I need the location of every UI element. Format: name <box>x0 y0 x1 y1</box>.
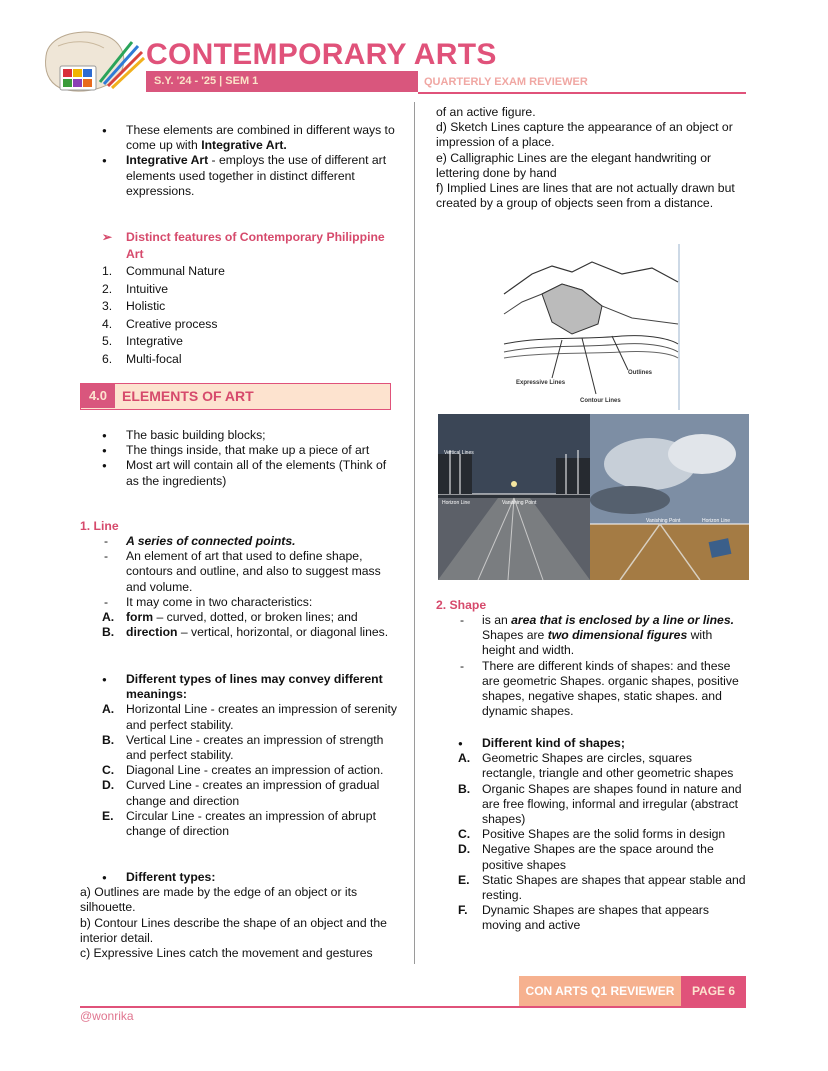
section-header <box>80 383 391 410</box>
list-item: 4. Creative process <box>102 316 218 331</box>
shape-definitions <box>436 613 748 719</box>
column-divider <box>414 102 415 964</box>
paragraph: d) Sketch Lines capture the appearance of an object or impression of a place. <box>436 120 733 150</box>
list-item: B. Vertical Line - creates an impression of strength and perfect stability. <box>102 732 384 763</box>
list-item: ● Different types: <box>80 870 398 885</box>
art-supplies-logo <box>38 26 146 100</box>
elements-bullets <box>80 428 398 489</box>
page-number: PAGE 6 <box>681 976 746 1006</box>
header-subtitle: QUARTERLY EXAM REVIEWER <box>424 76 588 88</box>
list-item: C. Diagonal Line - creates an impression of action. <box>102 763 384 778</box>
header-rule <box>418 92 746 94</box>
line-meanings <box>80 672 398 839</box>
list-item: 6. Multi-focal <box>102 351 182 366</box>
list-item: D. Curved Line - creates an impression of gradual change and direction <box>102 778 380 808</box>
line-types-continued <box>436 105 748 211</box>
list-item: A. Geometric Shapes are circles, squares rectangle, triangle and other geometric shapes <box>458 751 734 781</box>
photo-label: Vertical Lines <box>444 450 474 456</box>
footer-badge <box>519 976 746 1006</box>
sketch-label: Expressive Lines <box>516 380 566 386</box>
list-item: E. Static Shapes are shapes that appear stable and resting. <box>458 872 746 903</box>
page-title: CONTEMPORARY ARTS <box>146 38 497 71</box>
paragraph: a) Outlines are made by the edge of an object or its silhouette. <box>80 885 358 915</box>
list-item: 5. Integrative <box>102 334 183 348</box>
railroad-photo <box>590 414 749 580</box>
list-item: - An element of art that used to define shape, contours and outline, and also to suggest mass and volume. <box>80 549 398 595</box>
arrow-icon: ➢ <box>102 230 113 244</box>
paragraph: of an active figure. <box>436 105 536 119</box>
line-types-sketch <box>502 244 682 410</box>
intro-bullets <box>80 123 398 199</box>
list-item: 2. Intuitive <box>102 281 169 296</box>
street-photo <box>438 414 590 580</box>
list-item: - is an area that is enclosed by a line or lines. Shapes are two dimensional figures with height and width. <box>436 613 748 659</box>
list-item: 3. Holistic <box>102 299 166 313</box>
list-item: D. Negative Shapes are the space around the positive shapes <box>458 842 714 872</box>
paragraph: e) Calligraphic Lines are the elegant handwriting or lettering done by hand <box>436 150 712 180</box>
footer-label: CON ARTS Q1 REVIEWER <box>519 976 681 1006</box>
list-item: A. Horizontal Line - creates an impression of serenity and perfect stability. <box>102 702 397 732</box>
features-heading: ➢ Distinct features of Contemporary Philippine Art <box>102 230 385 261</box>
list-item: ● Integrative Art - employs the use of different art elements used together in distinct different expressions. <box>80 153 398 199</box>
features-list <box>80 263 398 368</box>
list-item: B. Organic Shapes are shapes found in nature and are free flowing, informal and irregular (abstract shapes) <box>458 781 742 827</box>
paragraph: c) Expressive Lines catch the movement and gestures <box>80 946 373 961</box>
sketch-label: Contour Lines <box>580 398 621 404</box>
paragraph: f) Implied Lines are lines that are not actually drawn but created by a group of objects seen from a distance. <box>436 181 735 211</box>
photo-label: Vanishing Point <box>502 500 537 506</box>
section-title: ELEMENTS OF ART <box>122 388 254 404</box>
list-item: E. Circular Line - creates an impression of abrupt change of direction <box>102 808 376 839</box>
list-item: ● Different kind of shapes; <box>436 736 748 751</box>
school-year-banner: S.Y. '24 - '25 | SEM 1 <box>146 71 418 92</box>
footer-rule <box>80 1006 746 1008</box>
sketch-label: Outlines <box>628 370 653 376</box>
list-item: ● Most art will contain all of the elements (Think of as the ingredients) <box>80 458 398 488</box>
list-item: - A series of connected points. <box>80 534 398 549</box>
shape-heading: 2. Shape <box>436 598 487 612</box>
list-item: ● The things inside, that make up a piece of art <box>80 443 398 458</box>
list-item: B. direction – vertical, horizontal, or diagonal lines. <box>102 625 389 640</box>
list-item: A. form – curved, dotted, or broken lines; and <box>102 610 358 625</box>
shape-kinds <box>436 736 748 934</box>
list-item: ● Different types of lines may convey different meanings: <box>80 672 398 702</box>
line-heading: 1. Line <box>80 519 119 533</box>
list-item: ● The basic building blocks; <box>80 428 398 443</box>
list-item: - There are different kinds of shapes: and these are geometric Shapes. organic shapes, positive shapes, negative shapes, static shapes. and dynamic shapes. <box>436 659 748 720</box>
list-item: ● These elements are combined in different ways to come up with Integrative Art. <box>80 123 398 153</box>
photo-label: Horizon Line <box>442 500 471 506</box>
list-item: - It may come in two characteristics: <box>80 595 398 610</box>
line-definitions <box>80 534 398 640</box>
photo-label: Horizon Line <box>702 518 731 524</box>
photo-label: Vanishing Point <box>646 518 681 524</box>
list-item: 1. Communal Nature <box>102 264 225 278</box>
line-types <box>80 870 398 961</box>
list-item: F. Dynamic Shapes are shapes that appears moving and active <box>458 903 709 933</box>
paragraph: b) Contour Lines describe the shape of an object and the interior detail. <box>80 915 387 945</box>
author-handle: @wonrika <box>80 1009 134 1023</box>
section-number: 4.0 <box>81 384 115 408</box>
list-item: C. Positive Shapes are the solid forms in design <box>458 827 726 842</box>
